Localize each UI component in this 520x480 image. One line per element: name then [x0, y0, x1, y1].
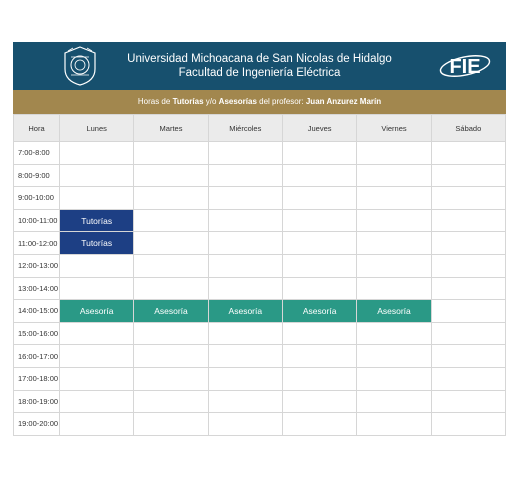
empty-slot [282, 187, 356, 210]
asesoria-slot: Asesoría [60, 300, 134, 323]
empty-slot [282, 277, 356, 300]
empty-slot [282, 390, 356, 413]
empty-slot [431, 322, 505, 345]
empty-slot [282, 322, 356, 345]
tutorias-slot: Tutorías [60, 209, 134, 232]
fie-logo-text: FIE [449, 56, 481, 78]
empty-slot [134, 232, 208, 255]
empty-slot [431, 413, 505, 436]
empty-slot [208, 164, 282, 187]
hour-cell: 7:00-8:00 [14, 142, 60, 165]
subtitle-tutorias: Tutorías [172, 97, 204, 106]
empty-slot [134, 254, 208, 277]
empty-slot [357, 142, 431, 165]
column-header-4: Jueves [282, 115, 356, 142]
asesoria-slot: Asesoría [208, 300, 282, 323]
empty-slot [208, 345, 282, 368]
hour-cell: 10:00-11:00 [14, 209, 60, 232]
empty-slot [60, 367, 134, 390]
hour-cell: 18:00-19:00 [14, 390, 60, 413]
empty-slot [357, 367, 431, 390]
empty-slot [208, 232, 282, 255]
empty-slot [134, 209, 208, 232]
empty-slot [282, 164, 356, 187]
empty-slot [431, 345, 505, 368]
hour-cell: 13:00-14:00 [14, 277, 60, 300]
empty-slot [208, 277, 282, 300]
table-row [14, 300, 506, 323]
empty-slot [431, 300, 505, 323]
table-row [14, 367, 506, 390]
hour-cell: 17:00-18:00 [14, 367, 60, 390]
empty-slot [60, 187, 134, 210]
empty-slot [60, 322, 134, 345]
table-header-row [14, 115, 506, 142]
empty-slot [208, 413, 282, 436]
table-row [14, 232, 506, 255]
hour-cell: 19:00-20:00 [14, 413, 60, 436]
table-row [14, 413, 506, 436]
empty-slot [134, 142, 208, 165]
empty-slot [282, 367, 356, 390]
tutorias-slot: Tutorías [60, 232, 134, 255]
empty-slot [60, 345, 134, 368]
subtitle-asesorias: Asesorías [218, 97, 257, 106]
empty-slot [357, 277, 431, 300]
empty-slot [431, 164, 505, 187]
empty-slot [134, 164, 208, 187]
table-row [14, 345, 506, 368]
hour-cell: 14:00-15:00 [14, 300, 60, 323]
table-row [14, 209, 506, 232]
header-banner [13, 42, 506, 90]
column-header-6: Sábado [431, 115, 505, 142]
faculty-name: Facultad de Ingeniería Eléctrica [178, 67, 341, 79]
empty-slot [431, 277, 505, 300]
empty-slot [208, 322, 282, 345]
empty-slot [431, 142, 505, 165]
hour-cell: 16:00-17:00 [14, 345, 60, 368]
table-row [14, 390, 506, 413]
empty-slot [60, 277, 134, 300]
banner-title [13, 52, 506, 80]
table-row [14, 164, 506, 187]
empty-slot [357, 232, 431, 255]
empty-slot [357, 209, 431, 232]
empty-slot [431, 187, 505, 210]
empty-slot [431, 367, 505, 390]
hour-cell: 15:00-16:00 [14, 322, 60, 345]
empty-slot [357, 322, 431, 345]
schedule-document [13, 42, 506, 436]
empty-slot [208, 209, 282, 232]
empty-slot [357, 345, 431, 368]
empty-slot [208, 367, 282, 390]
asesoria-slot: Asesoría [282, 300, 356, 323]
asesoria-slot: Asesoría [357, 300, 431, 323]
empty-slot [357, 390, 431, 413]
professor-name: Juan Anzurez Marín [305, 97, 382, 106]
empty-slot [134, 322, 208, 345]
schedule-table [13, 114, 506, 436]
empty-slot [431, 390, 505, 413]
empty-slot [60, 142, 134, 165]
hour-cell: 9:00-10:00 [14, 187, 60, 210]
empty-slot [134, 413, 208, 436]
fie-logo [438, 50, 492, 82]
subtitle-connector: y/o [205, 97, 217, 106]
empty-slot [208, 254, 282, 277]
table-row [14, 322, 506, 345]
table-row [14, 187, 506, 210]
empty-slot [60, 254, 134, 277]
table-row [14, 254, 506, 277]
empty-slot [208, 187, 282, 210]
asesoria-slot: Asesoría [134, 300, 208, 323]
university-name: Universidad Michoacana de San Nicolas de Hidalgo [127, 53, 392, 65]
empty-slot [357, 413, 431, 436]
empty-slot [282, 209, 356, 232]
subtitle-suffix: del profesor: [259, 97, 304, 106]
empty-slot [431, 209, 505, 232]
hour-cell: 11:00-12:00 [14, 232, 60, 255]
empty-slot [282, 345, 356, 368]
table-row [14, 277, 506, 300]
empty-slot [357, 187, 431, 210]
table-body [14, 142, 506, 436]
column-header-5: Viernes [357, 115, 431, 142]
table-row [14, 142, 506, 165]
empty-slot [357, 254, 431, 277]
empty-slot [134, 187, 208, 210]
empty-slot [431, 254, 505, 277]
empty-slot [357, 164, 431, 187]
column-header-0: Hora [14, 115, 60, 142]
column-header-2: Martes [134, 115, 208, 142]
empty-slot [208, 142, 282, 165]
empty-slot [282, 413, 356, 436]
hour-cell: 12:00-13:00 [14, 254, 60, 277]
hour-cell: 8:00-9:00 [14, 164, 60, 187]
empty-slot [60, 413, 134, 436]
empty-slot [208, 390, 282, 413]
empty-slot [431, 232, 505, 255]
column-header-1: Lunes [60, 115, 134, 142]
empty-slot [134, 345, 208, 368]
empty-slot [60, 390, 134, 413]
column-header-3: Miércoles [208, 115, 282, 142]
empty-slot [134, 277, 208, 300]
empty-slot [60, 164, 134, 187]
empty-slot [134, 367, 208, 390]
empty-slot [282, 232, 356, 255]
empty-slot [134, 390, 208, 413]
empty-slot [282, 142, 356, 165]
subtitle-prefix: Horas de [137, 97, 171, 106]
subtitle-bar [13, 90, 506, 114]
empty-slot [282, 254, 356, 277]
